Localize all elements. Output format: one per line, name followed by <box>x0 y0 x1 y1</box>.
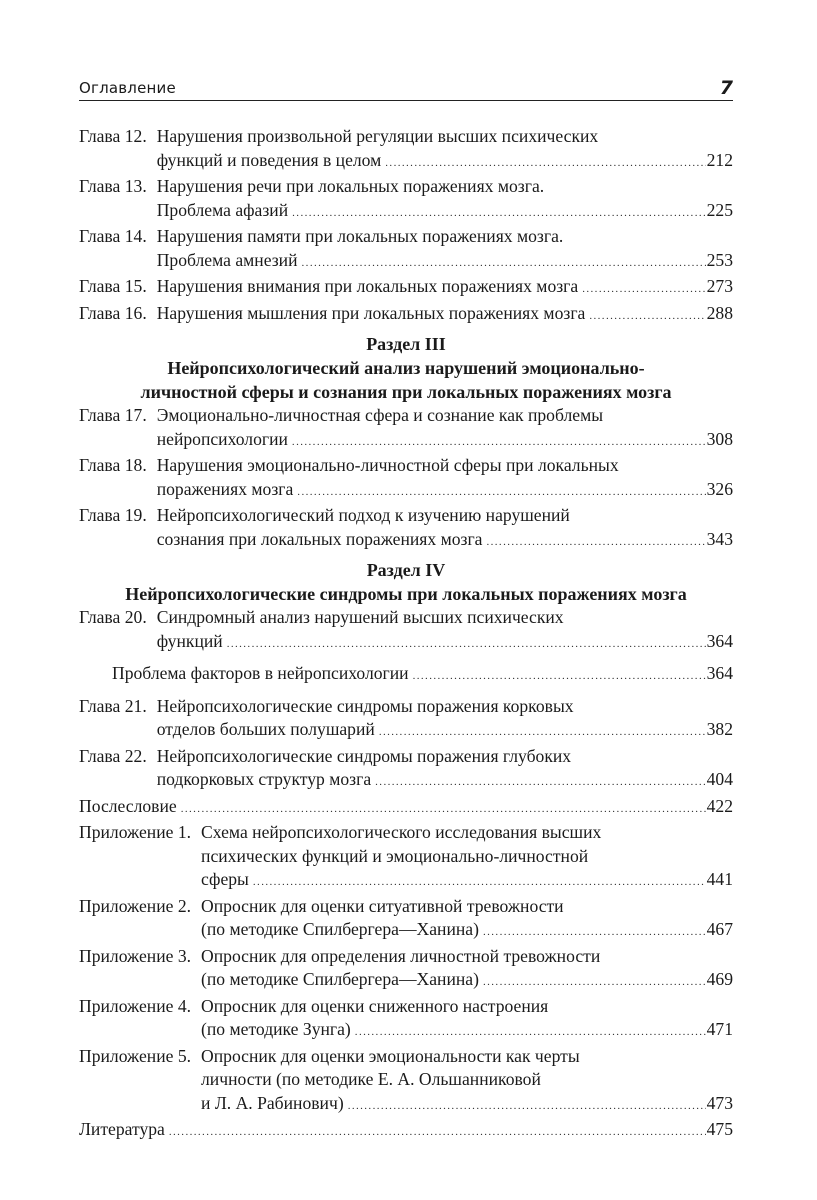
toc-entry[interactable] <box>79 895 733 945</box>
dot-leader <box>302 252 706 276</box>
toc-entry-prefix: Глава 12. <box>79 126 147 146</box>
toc-entry-prefix: Глава 18. <box>79 455 147 475</box>
toc-entry-body <box>201 821 733 895</box>
toc-entry-title: и Л. А. Рабинович) <box>201 1092 344 1113</box>
dot-leader <box>292 202 705 226</box>
toc-entry-leader-line <box>157 249 733 276</box>
dot-leader <box>292 431 706 455</box>
prefix-gap <box>147 695 157 745</box>
toc-page-number: 441 <box>706 869 733 889</box>
toc-entry-body <box>157 504 733 554</box>
dot-leader <box>413 665 706 689</box>
prefix-gap <box>147 125 157 175</box>
toc-page <box>79 72 733 1145</box>
toc-entry[interactable] <box>79 745 733 795</box>
toc-entry-title: (по методике Зунга) <box>201 1019 351 1039</box>
toc-entry-body <box>157 275 733 302</box>
dot-leader <box>169 1121 706 1145</box>
toc-entry-leader-line <box>201 968 733 995</box>
prefix-gap <box>147 175 157 225</box>
running-head-title: Оглавление <box>79 79 176 97</box>
toc-entry-prefix: Приложение 5. <box>79 1045 192 1066</box>
toc-entry-line: Нарушения эмоционально-личностной сферы при локальных <box>156 455 619 475</box>
toc-entry-prefix: Глава 16. <box>79 302 147 323</box>
dot-leader <box>385 152 705 176</box>
dot-leader <box>181 798 706 822</box>
toc-entry-prefix: Глава 22. <box>79 745 147 766</box>
toc-entry-prefix: Приложение 2. <box>79 895 192 916</box>
toc-entry-body <box>79 795 733 822</box>
toc-entry-leader-line <box>157 149 733 176</box>
page-number: 7 <box>719 77 733 99</box>
toc-entry-line: Нейропсихологические синдромы поражения глубоких <box>156 745 572 766</box>
toc-entry-prefix: Глава 15. <box>79 276 147 296</box>
toc-entry-title: Литература <box>79 1119 165 1139</box>
toc-entry-body <box>201 945 733 995</box>
toc-entry-leader-line <box>79 1118 733 1145</box>
toc-entry[interactable] <box>79 821 733 895</box>
toc-page-number: 253 <box>706 249 733 270</box>
toc-entry-body <box>157 225 733 275</box>
toc-entry[interactable] <box>79 606 733 656</box>
toc-entry-title: Проблема факторов в нейропсихологии <box>112 663 409 683</box>
toc-page-number: 273 <box>706 276 733 296</box>
toc-entry-title: Послесловие <box>79 795 177 816</box>
toc-entry-leader-line <box>112 662 733 689</box>
toc-page-number: 471 <box>706 1019 733 1039</box>
toc-entry-prefix: Глава 17. <box>79 405 147 425</box>
toc-entry-body <box>157 175 733 225</box>
toc-entry-body <box>79 1118 733 1145</box>
toc-entry-leader-line <box>157 478 733 505</box>
toc-page-number: 382 <box>706 719 733 739</box>
toc-entry-leader-line <box>157 302 733 329</box>
toc-entry-title: нейропсихологии <box>156 428 288 449</box>
toc-entry-title: сознания при локальных поражениях мозга <box>156 528 483 549</box>
toc-entry-title: подкорковых структур мозга <box>156 769 372 789</box>
toc-entry-title: функций и поведения в целом <box>156 149 382 170</box>
toc-entry-line: Опросник для оценки сниженного настроения <box>201 995 549 1016</box>
toc-entry-title: Проблема афазий <box>156 199 289 220</box>
toc-entry[interactable] <box>112 662 733 689</box>
toc-entry-line: Нарушения памяти при локальных поражениях мозга. <box>156 226 564 246</box>
toc-page-number: 364 <box>706 630 733 651</box>
prefix-gap <box>191 821 201 895</box>
toc-entry-prefix: Приложение 4. <box>79 995 192 1016</box>
toc-entry-line: Опросник для определения личностной тревожности <box>201 945 601 966</box>
prefix-gap <box>191 995 201 1045</box>
section-title: Нейропсихологические синдромы при локальных поражениях мозга <box>125 584 687 604</box>
prefix-gap <box>147 504 157 554</box>
toc-entry-line: Нарушения произвольной регуляции высших психических <box>156 126 599 146</box>
prefix-gap <box>147 275 157 302</box>
toc-entry-title: отделов больших полушарий <box>156 719 375 739</box>
dot-leader <box>253 871 706 895</box>
toc-entry-line: Нейропсихологические синдромы поражения корковых <box>156 695 574 716</box>
toc-page-number: 475 <box>706 1119 733 1139</box>
dot-leader <box>348 1095 706 1119</box>
toc-entry[interactable] <box>79 175 733 225</box>
toc-entry-prefix: Глава 19. <box>79 505 147 525</box>
toc-entry-leader-line <box>201 1092 733 1119</box>
toc-entry-line: психических функций и эмоционально-личностной <box>201 845 589 866</box>
toc-entry[interactable] <box>79 945 733 995</box>
dot-leader <box>483 971 706 995</box>
prefix-gap <box>147 606 157 656</box>
dot-leader <box>486 531 705 555</box>
toc-page-number: 364 <box>706 663 733 683</box>
toc-entry-title: сферы <box>201 869 249 889</box>
toc-entry-line: Опросник для оценки эмоциональности как черты <box>201 1045 580 1066</box>
toc-entry-title: (по методике Спилбергера—Ханина) <box>201 919 479 939</box>
section-number: Раздел IV <box>366 560 446 580</box>
toc-entry-leader-line <box>157 768 733 795</box>
toc-entry-line: Синдромный анализ нарушений высших психических <box>156 607 564 627</box>
toc-entry[interactable] <box>79 225 733 275</box>
toc-entry-body <box>157 404 733 454</box>
toc-entry-leader-line <box>157 528 733 555</box>
toc-page-number: 288 <box>706 302 733 323</box>
toc-entry-body <box>157 125 733 175</box>
toc-entry-title: (по методике Спилбергера—Ханина) <box>201 969 479 989</box>
dot-leader <box>227 633 706 657</box>
dot-leader <box>483 921 706 945</box>
table-of-contents <box>79 125 733 1145</box>
toc-entry[interactable] <box>79 795 733 822</box>
toc-page-number: 473 <box>706 1092 733 1113</box>
toc-entry-leader-line <box>79 795 733 822</box>
section-title: личностной сферы и сознания при локальных поражениях мозга <box>140 382 672 402</box>
dot-leader <box>355 1021 706 1045</box>
toc-page-number: 422 <box>706 795 733 816</box>
toc-entry-leader-line <box>201 1018 733 1045</box>
toc-entry[interactable] <box>79 1045 733 1119</box>
toc-entry-line: Нейропсихологический подход к изучению нарушений <box>156 505 570 525</box>
toc-entry-leader-line <box>157 275 733 302</box>
toc-entry[interactable] <box>79 504 733 554</box>
toc-entry-body <box>201 995 733 1045</box>
toc-entry-title: поражениях мозга <box>156 478 294 499</box>
toc-entry-body <box>201 1045 733 1119</box>
toc-entry[interactable] <box>79 404 733 454</box>
toc-entry-prefix: Глава 13. <box>79 176 147 196</box>
toc-page-number: 467 <box>706 919 733 939</box>
toc-entry-leader-line <box>157 718 733 745</box>
toc-page-number: 308 <box>706 428 733 449</box>
toc-entry[interactable] <box>79 695 733 745</box>
toc-entry-prefix: Приложение 3. <box>79 945 192 966</box>
toc-entry-title: Проблема амнезий <box>156 249 298 270</box>
toc-page-number: 343 <box>706 528 733 549</box>
toc-entry[interactable] <box>79 275 733 302</box>
toc-page-number: 212 <box>706 149 733 170</box>
toc-entry-title: функций <box>156 630 223 651</box>
toc-entry-body <box>157 606 733 656</box>
toc-entry-prefix: Глава 20. <box>79 607 147 627</box>
toc-entry-title: Нарушения внимания при локальных поражениях мозга <box>156 276 579 296</box>
toc-entry-body <box>112 662 733 689</box>
prefix-gap <box>147 404 157 454</box>
dot-leader <box>375 771 705 795</box>
prefix-gap <box>147 302 157 329</box>
toc-entry-body <box>157 695 733 745</box>
toc-entry[interactable] <box>79 1118 733 1145</box>
toc-entry-prefix: Глава 14. <box>79 226 147 246</box>
toc-entry-leader-line <box>201 918 733 945</box>
prefix-gap <box>147 225 157 275</box>
toc-entry-body <box>157 454 733 504</box>
toc-page-number: 469 <box>706 969 733 989</box>
section-title: Нейропсихологический анализ нарушений эмоционально- <box>167 358 645 378</box>
toc-entry-prefix: Приложение 1. <box>79 822 192 842</box>
prefix-gap <box>147 454 157 504</box>
toc-entry-leader-line <box>157 199 733 226</box>
dot-leader <box>297 481 705 505</box>
toc-entry-line: Опросник для оценки ситуативной тревожности <box>201 895 564 916</box>
toc-page-number: 225 <box>706 199 733 220</box>
toc-entry-prefix: Глава 21. <box>79 695 147 716</box>
toc-entry-leader-line <box>201 868 733 895</box>
toc-entry[interactable] <box>79 302 733 329</box>
toc-entry-line: Эмоционально-личностная сфера и сознание как проблемы <box>156 405 604 425</box>
toc-page-number: 326 <box>706 478 733 499</box>
toc-entry-leader-line <box>157 428 733 455</box>
dot-leader <box>379 721 706 745</box>
prefix-gap <box>191 945 201 995</box>
prefix-gap <box>191 895 201 945</box>
toc-entry-leader-line <box>157 630 733 657</box>
toc-entry[interactable] <box>79 995 733 1045</box>
toc-entry-title: Нарушения мышления при локальных поражениях мозга <box>156 302 586 323</box>
section-number: Раздел III <box>366 334 446 354</box>
running-head <box>79 72 733 101</box>
toc-entry-body <box>157 745 733 795</box>
toc-entry[interactable] <box>79 125 733 175</box>
toc-entry-body <box>157 302 733 329</box>
toc-entry[interactable] <box>79 454 733 504</box>
toc-entry-body <box>201 895 733 945</box>
dot-leader <box>589 305 705 329</box>
toc-entry-line: личности (по методике Е. А. Ольшанниковой <box>201 1069 541 1089</box>
prefix-gap <box>147 745 157 795</box>
toc-entry-line: Нарушения речи при локальных поражениях мозга. <box>156 176 545 196</box>
dot-leader <box>582 278 705 302</box>
toc-page-number: 404 <box>706 769 733 789</box>
prefix-gap <box>191 1045 201 1119</box>
toc-entry-line: Схема нейропсихологического исследования высших <box>201 822 602 842</box>
